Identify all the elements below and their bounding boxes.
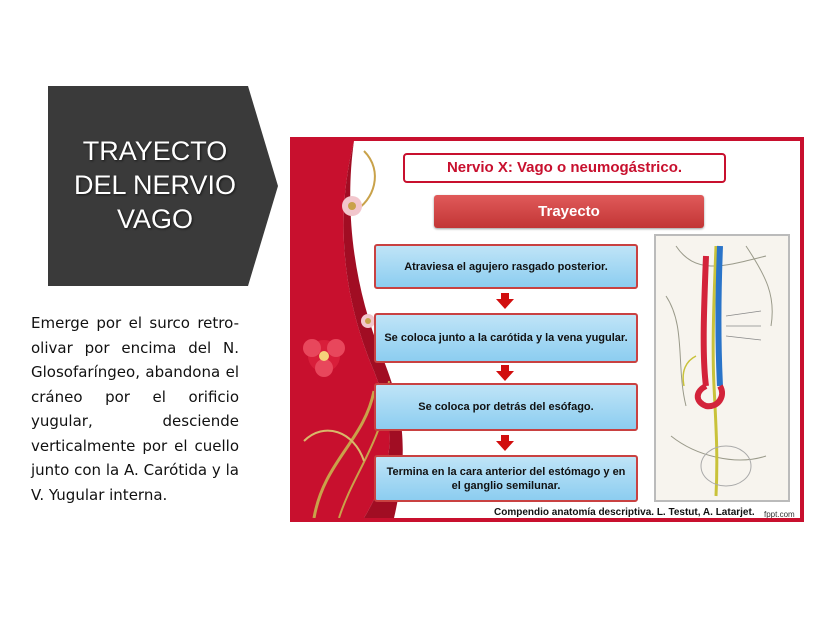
title-line-2: DEL NERVIO xyxy=(73,170,237,200)
watermark: fppt.com xyxy=(764,510,795,519)
slide-subheader: Trayecto xyxy=(434,195,704,228)
anatomy-illustration xyxy=(654,234,790,502)
slide-image xyxy=(290,137,804,522)
title-line-3: VAGO xyxy=(116,204,194,234)
body-paragraph: Emerge por el surco retro-olivar por encima del N. Glosofaríngeo, abandona el cráneo por el orificio yugular, desciende verticalmente por el cuello junto con la A. Carótida y la V. Yugular interna. xyxy=(31,314,239,504)
step-3: Se coloca por detrás del esófago. xyxy=(374,383,638,431)
title-banner xyxy=(48,86,280,286)
arrow-down-icon xyxy=(496,435,514,451)
page-title xyxy=(62,134,248,236)
title-line-1: TRAYECTO xyxy=(82,136,228,166)
vagus-nerve-diagram xyxy=(656,236,788,500)
step-4: Termina en la cara anterior del estómago y en el ganglio semilunar. xyxy=(374,455,638,502)
arrow-down-icon xyxy=(496,293,514,309)
flower-icon xyxy=(342,196,362,216)
slide-header: Nervio X: Vago o neumogástrico. xyxy=(403,153,726,183)
step-1: Atraviesa el agujero rasgado posterior. xyxy=(374,244,638,289)
source-credit: Compendio anatomía descriptiva. L. Testut, A. Latarjet. xyxy=(494,507,755,518)
step-2: Se coloca junto a la carótida y la vena yugular. xyxy=(374,313,638,363)
arrow-down-icon xyxy=(496,365,514,381)
flower-icon xyxy=(361,314,375,328)
